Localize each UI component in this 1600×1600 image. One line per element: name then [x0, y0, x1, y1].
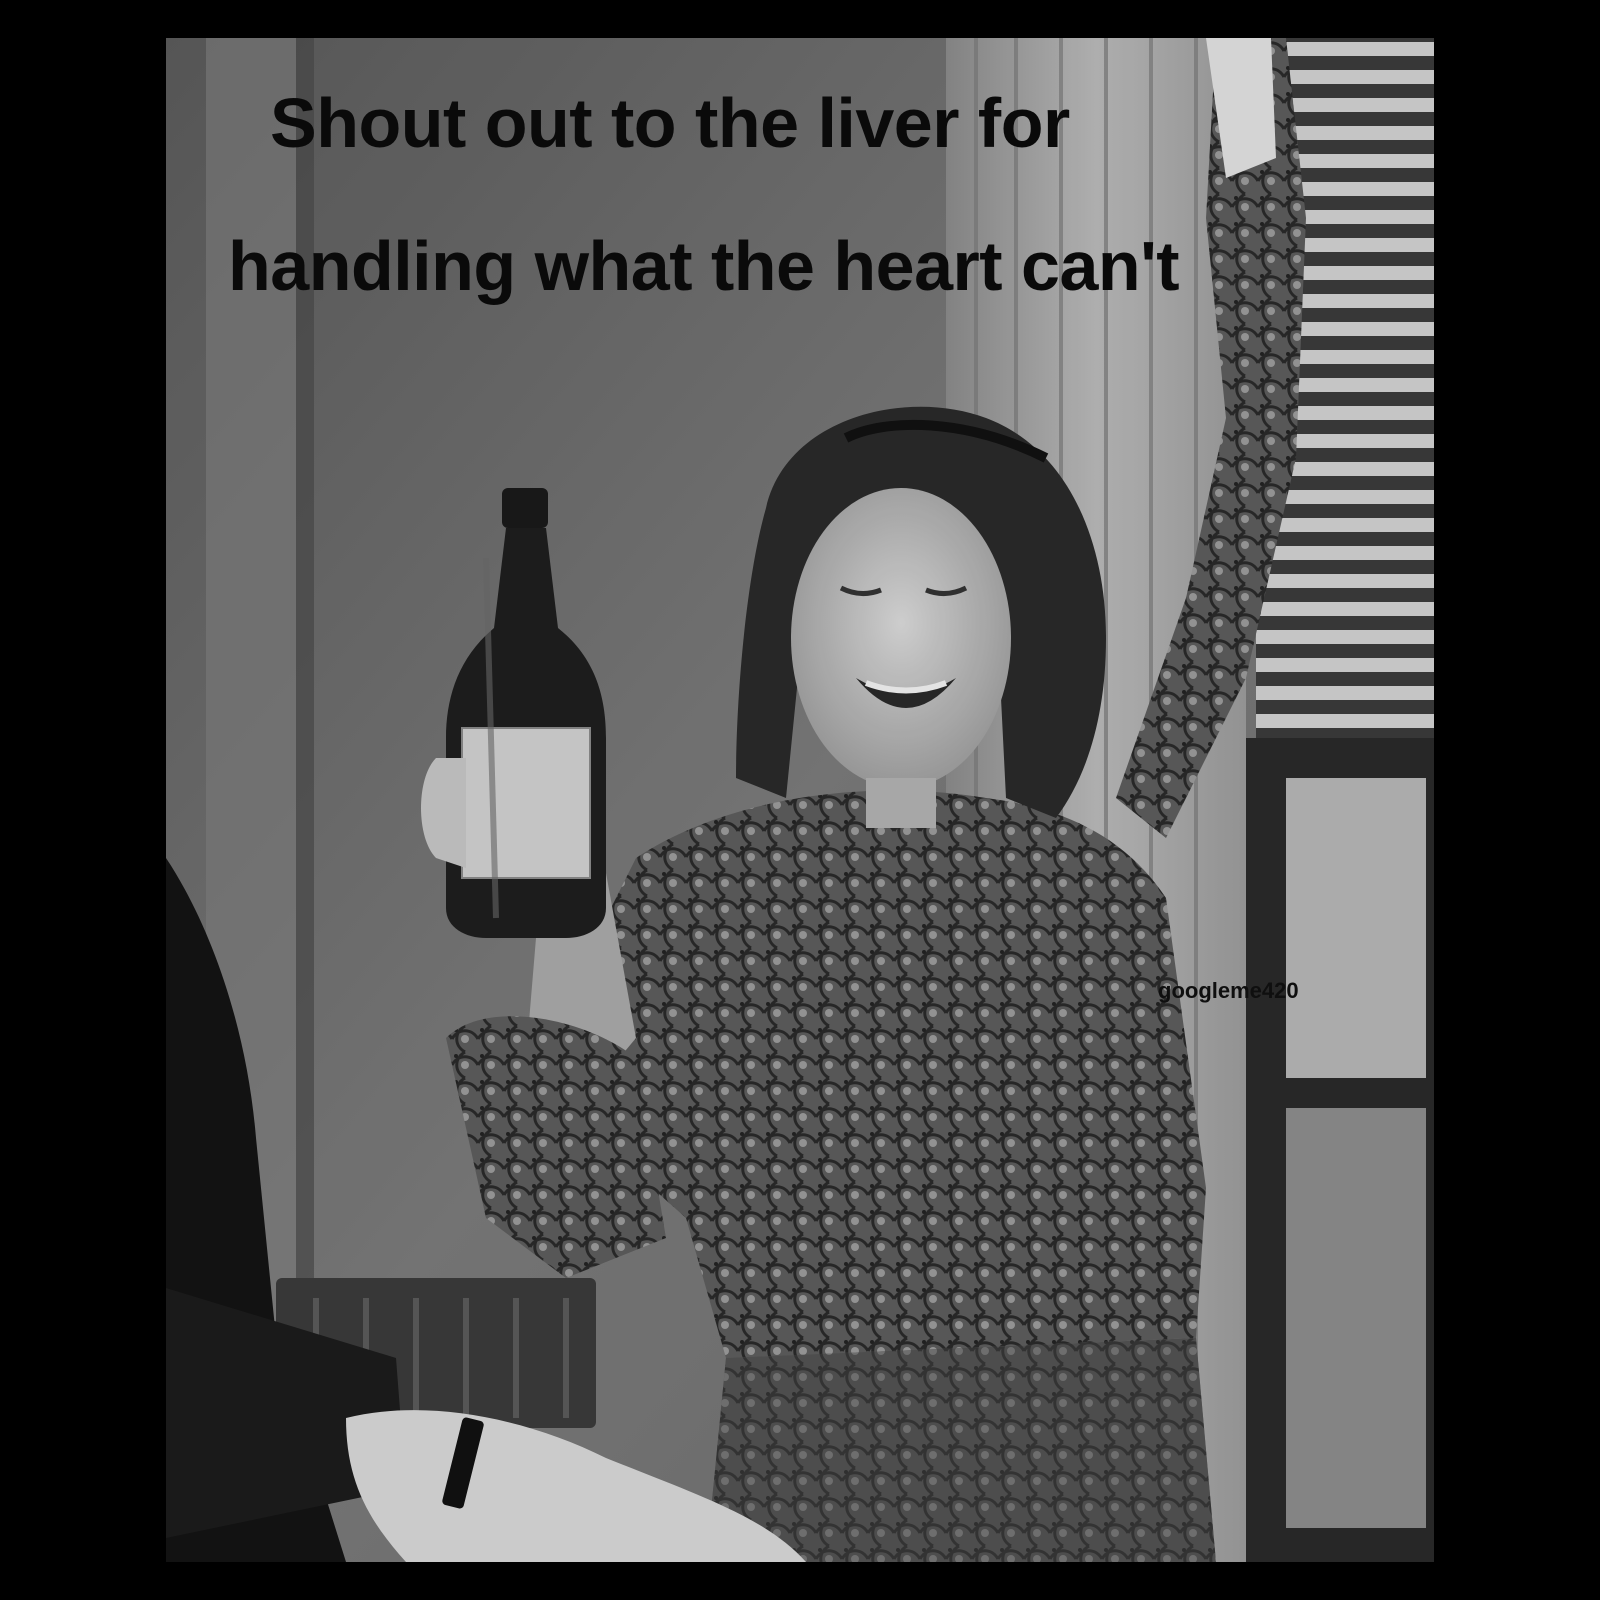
- caption-line-2: handling what the heart can't: [228, 227, 1180, 305]
- watermark: googleme420: [1158, 978, 1299, 1003]
- caption-line-1: Shout out to the liver for: [270, 84, 1070, 162]
